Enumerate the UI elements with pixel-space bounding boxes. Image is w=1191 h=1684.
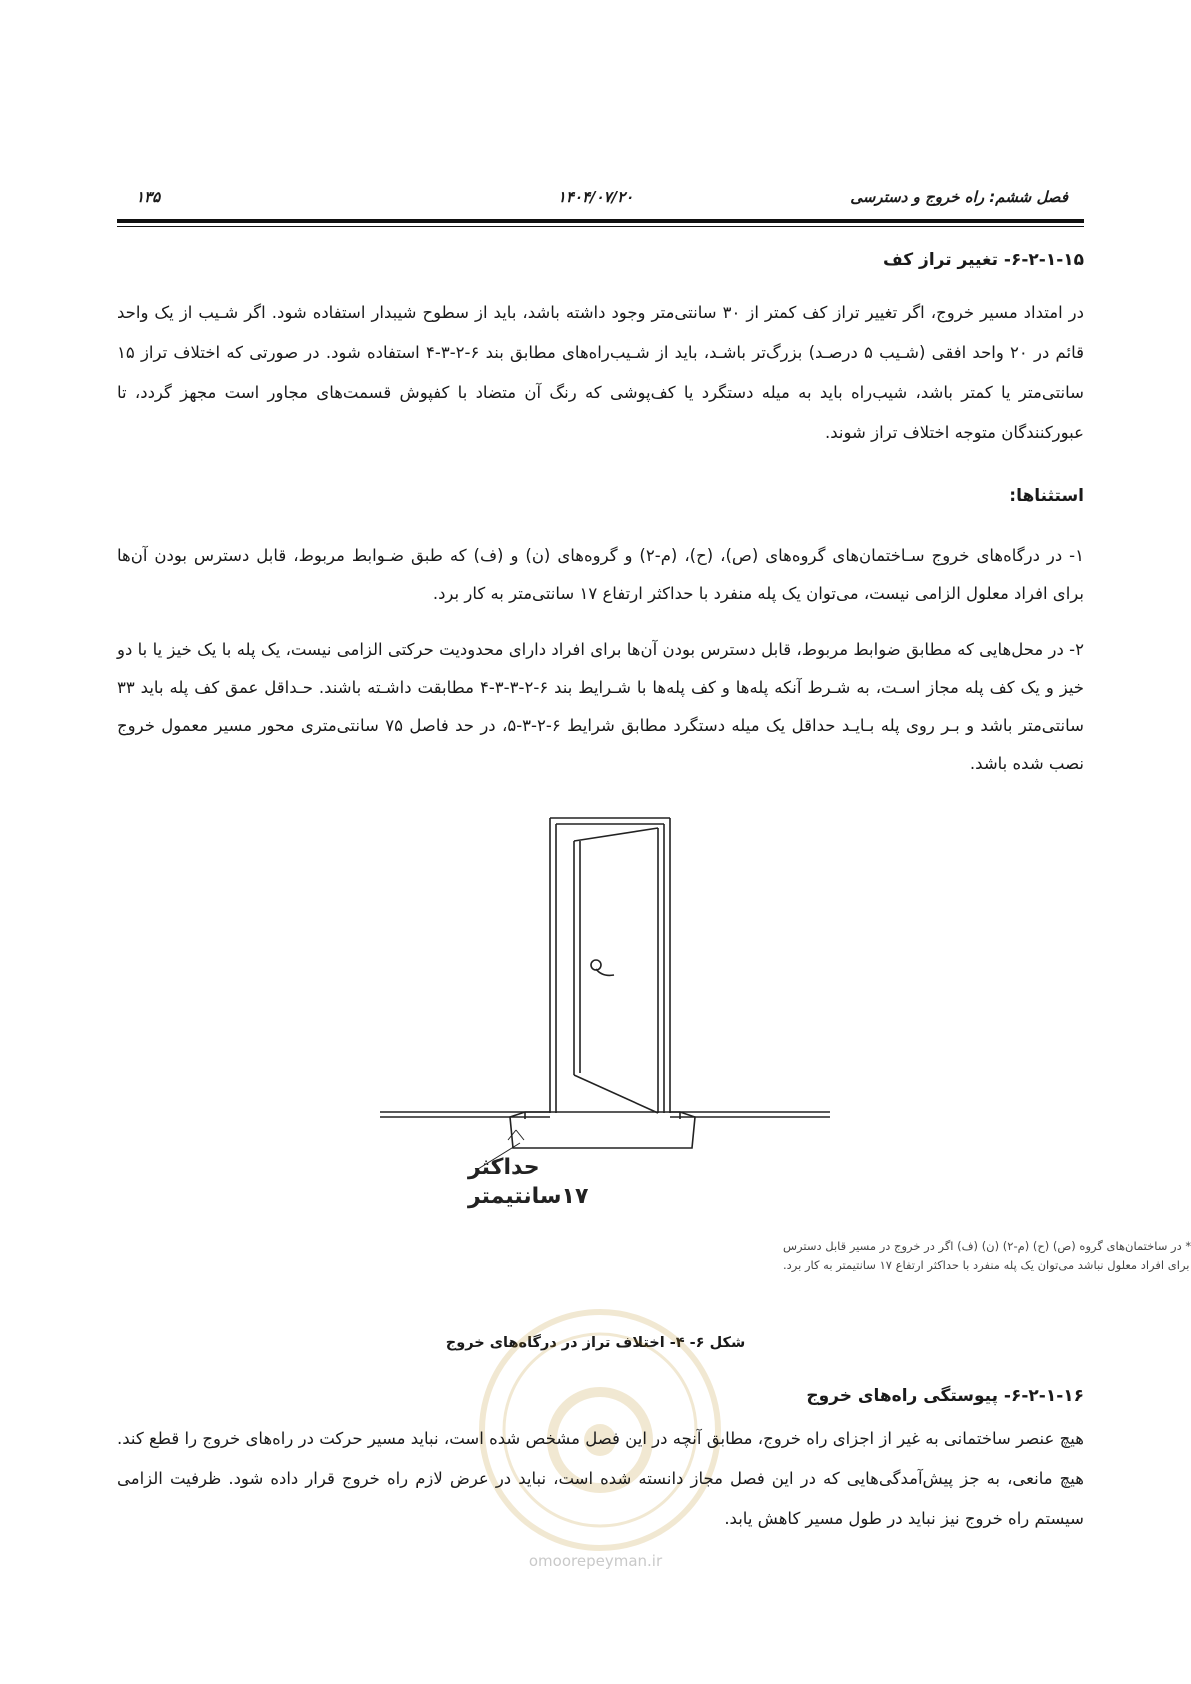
page-number: ۱۳۵ (136, 188, 161, 206)
watermark-url: omoorepeyman.ir (528, 1552, 663, 1570)
chapter-title: فصل ششم: راه خروج و دسترسی (850, 188, 1068, 206)
section-16-heading: ۶-۲-۱-۱۶- پیوستگی راه‌های خروج (806, 1386, 1084, 1406)
section-16-body: هیچ عنصر ساختمانی به غیر از اجزای راه خروج، مطابق آنچه در این فصل مشخص شده است، نباید مسیر حرکت در راه‌های خروج را قطع کند. هیچ مانعی، به جز پیش‌آمدگی‌هایی که در این فصل مجاز دانسته شده است، نباید در عرض لازم راه خروج قرار داده شود. ظرفیت الزامی سیستم راه خروج نیز نباید در طول مسیر کاهش یابد. (117, 1429, 1084, 1528)
section-15-body: در امتداد مسیر خروج، اگر تغییر تراز کف کمتر از ۳۰ سانتی‌متر وجود داشته باشد، باید از سطوح شیبدار استفاده شود. اگر شـیب از یک واحد قائم در ۲۰ واحد افقی (شـیب ۵ درصـد) بزرگ‌تر باشـد، باید از شـیب‌راه‌های مطابق بند ۶-۲-۳-۴ استفاده شود. در صورتی که اختلاف تراز ۱۵ سانتی‌متر یا کمتر باشد، شیب‌راه باید به میله دستگرد یا کف‌پوشی که رنگ آن متضاد با کفپوش قسمت‌های مجاور است مجهز گردد، تا عبورکنندگان متوجه اختلاف تراز شوند. (117, 303, 1085, 442)
figure-caption: شکل ۶- ۴- اختلاف تراز در درگاه‌های خروج (445, 1335, 746, 1351)
max-height-label-line1: حداکثر (468, 1155, 540, 1180)
figure-note-line1: * در ساختمان‌های گروه (ص) (ح) (م-۲) (ن) (ف) اگر در خروج در مسیر قابل دسترس (783, 1239, 1191, 1253)
max-height-label-line2: ۱۷سانتیمتر (468, 1184, 589, 1209)
exception-item-2: ۲- در محل‌هایی که مطابق ضوابط مربوط، قابل دسترس بودن آن‌ها برای افراد دارای محدودیت حرکتی الزامی نیست، یک پله با یک خیز یا با دو خیز و یک کف پله مجاز اسـت، به شـرط آنکه پله‌ها و کف پله‌ها با شـرایط بند ۶-۲-۳-۳-۴ مطابقت داشـته باشند. حـداقل عمق کف پله باید ۳۳ سانتی‌متر باشد و بـر روی پله بـایـد حداقل یک میله دستگرد مطابق شرایط ۶-۲-۳-۵، در حد فاصل ۷۵ سانتی‌متری محور مسیر معمول خروج نصب شده باشد. (117, 640, 1084, 773)
section-15-heading: ۶-۲-۱-۱۵- تغییر تراز کف (883, 250, 1084, 270)
door-threshold-figure (380, 813, 1191, 1313)
exceptions-title: استثناها: (1009, 486, 1084, 506)
header-rule-thick (117, 219, 1084, 223)
door-threshold-drawing (380, 813, 1191, 1313)
header-rule-thin (117, 226, 1084, 227)
figure-note-line2: برای افراد معلول نباشد می‌توان یک پله منفرد با حداکثر ارتفاع ۱۷ سانتیمتر به کار برد. (783, 1258, 1190, 1272)
exception-item-1: ۱- در درگاه‌های خروج سـاختمان‌های گروه‌های (ص)، (ح)، (م-۲) و گروه‌های (ن) و (ف) که طبق ضـوابط مربوط، قابل دسترس بودن آن‌ها برای افراد معلول الزامی نیست، می‌توان یک پله منفرد با حداکثر ارتفاع ۱۷ سانتی‌متر به کار برد. (117, 546, 1084, 603)
header-date: ۱۴۰۴/۰۷/۲۰ (557, 188, 634, 206)
